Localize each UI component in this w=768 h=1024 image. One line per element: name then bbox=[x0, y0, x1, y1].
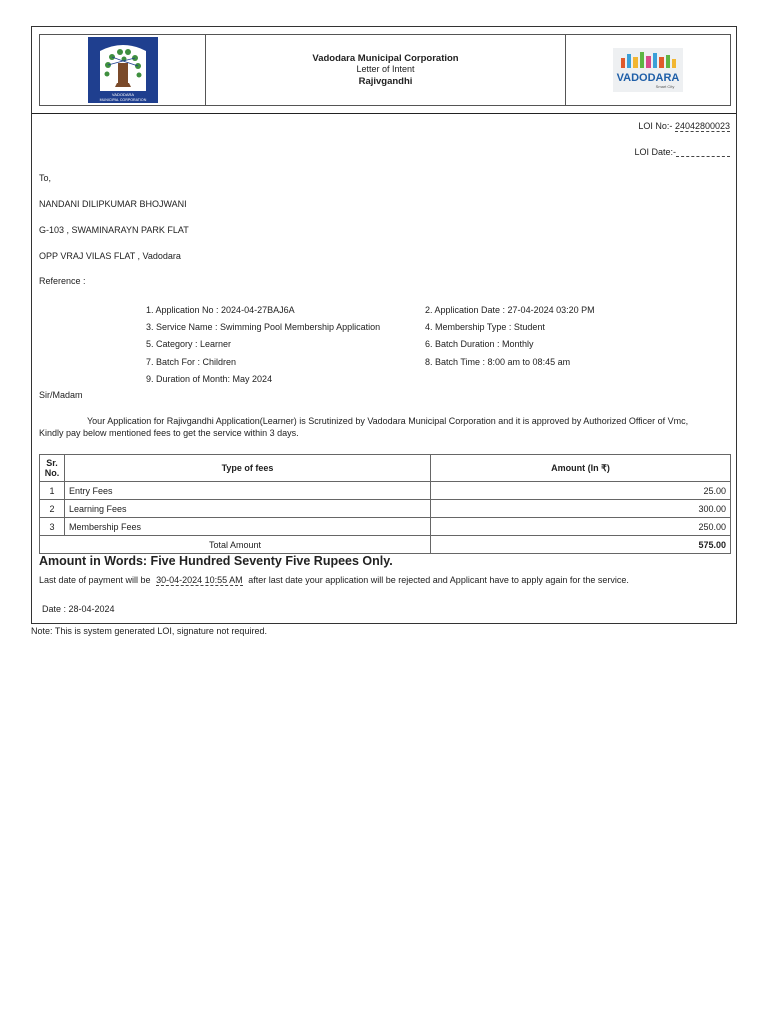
body-line-2: Kindly pay below mentioned fees to get the service within 3 days. bbox=[39, 428, 299, 438]
row-amount: 300.00 bbox=[431, 500, 731, 518]
loi-date bbox=[634, 147, 730, 157]
issue-date: Date : 28-04-2024 bbox=[42, 604, 115, 614]
fees-header-row bbox=[40, 455, 731, 482]
smart-city-tag: Smart City bbox=[655, 84, 675, 89]
ref-item: 2. Application Date : 27-04-2024 03:20 PM bbox=[425, 305, 595, 315]
doc-type: Letter of Intent bbox=[356, 64, 415, 75]
loi-date-label: LOI Date:- bbox=[634, 147, 676, 157]
address-line-2: OPP VRAJ VILAS FLAT , Vadodara bbox=[39, 251, 181, 261]
total-row bbox=[40, 536, 731, 554]
ref-item: 5. Category : Learner bbox=[146, 339, 232, 349]
col-sr-no: Sr. No. bbox=[40, 455, 65, 482]
row-sr: 3 bbox=[40, 518, 65, 536]
col-type-of-fees: Type of fees bbox=[65, 455, 431, 482]
ref-item: 6. Batch Duration : Monthly bbox=[425, 339, 534, 349]
reference-label: Reference : bbox=[39, 276, 86, 286]
last-date-value: 30-04-2024 10:55 AM bbox=[156, 575, 243, 585]
header-table bbox=[39, 34, 731, 106]
table-row bbox=[40, 482, 731, 500]
smart-city-logo-cell bbox=[566, 35, 730, 105]
table-row bbox=[40, 500, 731, 518]
loi-document bbox=[31, 26, 737, 624]
row-amount: 250.00 bbox=[431, 518, 731, 536]
loi-number-value: 24042800023 bbox=[674, 121, 730, 131]
row-type: Learning Fees bbox=[65, 500, 431, 518]
vmc-logo-text-1: VADODARA bbox=[111, 92, 134, 97]
fees-table bbox=[39, 454, 731, 554]
loi-number-label: LOI No:- bbox=[638, 121, 673, 131]
ref-item: 1. Application No : 2024-04-27BAJ6A bbox=[146, 305, 295, 315]
total-value: 575.00 bbox=[431, 536, 731, 554]
salutation: Sir/Madam bbox=[39, 390, 83, 400]
total-label: Total Amount bbox=[40, 536, 431, 554]
address-to: To, bbox=[39, 173, 52, 183]
table-row bbox=[40, 518, 731, 536]
loi-number bbox=[638, 121, 730, 132]
ref-item: 8. Batch Time : 8:00 am to 08:45 am bbox=[425, 357, 571, 367]
vmc-logo bbox=[88, 37, 158, 103]
loi-date-value bbox=[676, 147, 730, 157]
last-date-prefix: Last date of payment will be bbox=[39, 575, 151, 585]
vmc-logo-cell bbox=[40, 35, 206, 105]
col-amount: Amount (In ₹) bbox=[431, 455, 731, 482]
row-amount: 25.00 bbox=[431, 482, 731, 500]
address-line-1: G-103 , SWAMINARAYN PARK FLAT bbox=[39, 225, 189, 235]
header-title-cell bbox=[206, 35, 566, 105]
vmc-logo-text-2: MUNICIPAL CORPORATION bbox=[99, 98, 146, 102]
smart-city-logo-text: VADODARA bbox=[616, 72, 680, 84]
last-date-line bbox=[39, 575, 629, 586]
row-sr: 2 bbox=[40, 500, 65, 518]
ref-item: 9. Duration of Month: May 2024 bbox=[146, 374, 273, 384]
amount-in-words: Amount in Words: Five Hundred Seventy Five Rupees Only. bbox=[39, 554, 393, 568]
ref-item: 3. Service Name : Swimming Pool Membership Application bbox=[146, 322, 381, 332]
row-type: Entry Fees bbox=[65, 482, 431, 500]
ref-item: 7. Batch For : Children bbox=[146, 357, 237, 367]
header-divider bbox=[32, 113, 736, 114]
facility-name: Rajivgandhi bbox=[358, 75, 413, 87]
row-sr: 1 bbox=[40, 482, 65, 500]
body-line-1: Your Application for Rajivgandhi Application(Learner) is Scrutinized by Vadodara Municipal Corporation and it is approved by Authorized Officer of Vmc, bbox=[87, 416, 689, 426]
smart-city-logo bbox=[613, 48, 683, 92]
applicant-name: NANDANI DILIPKUMAR BHOJWANI bbox=[39, 199, 187, 209]
row-type: Membership Fees bbox=[65, 518, 431, 536]
system-note: Note: This is system generated LOI, signature not required. bbox=[31, 626, 267, 636]
org-name: Vadodara Municipal Corporation bbox=[312, 52, 459, 64]
last-date-suffix: after last date your application will be rejected and Applicant have to apply again for the service. bbox=[248, 575, 629, 585]
ref-item: 4. Membership Type : Student bbox=[425, 322, 545, 332]
